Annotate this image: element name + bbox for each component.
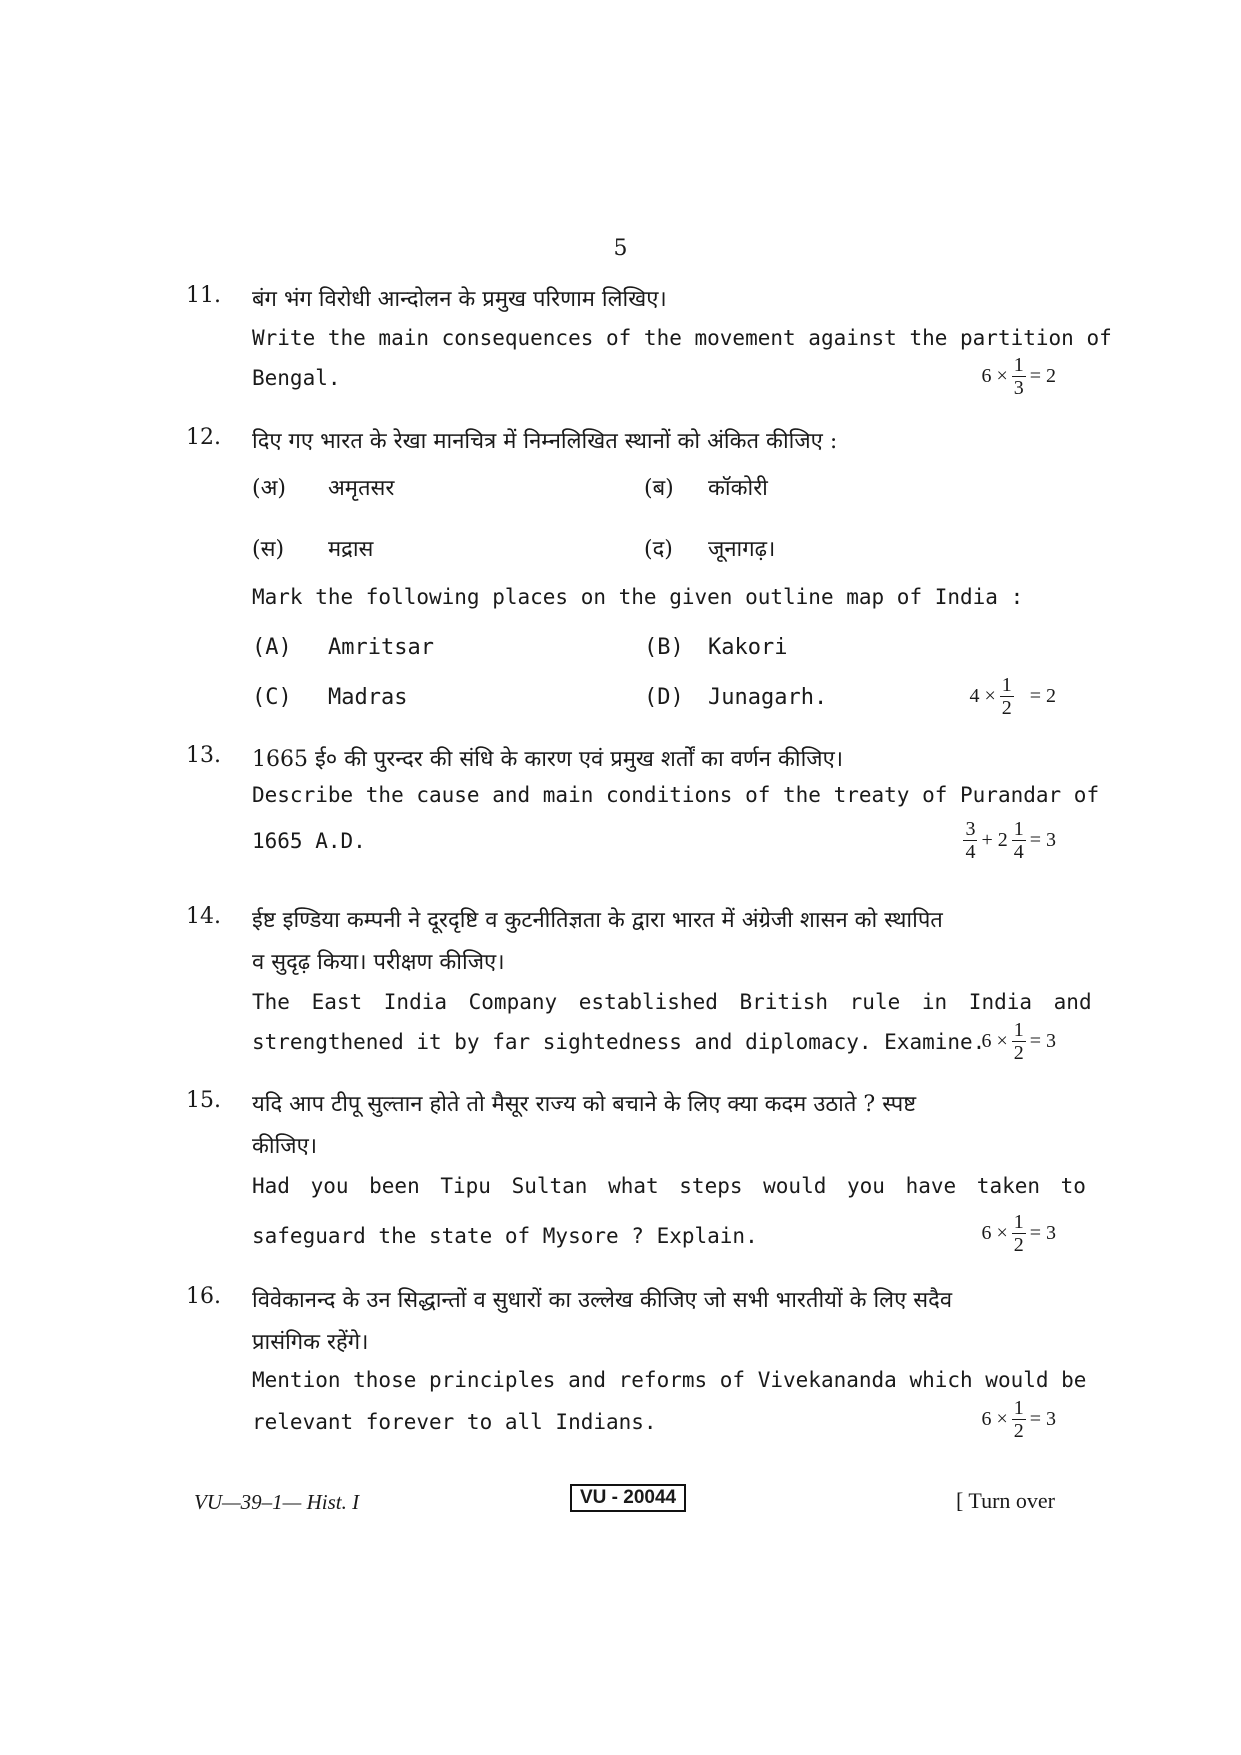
- option-text: Kakori: [708, 635, 788, 660]
- option-label: (A): [252, 635, 292, 660]
- option-text: Junagarh.: [708, 685, 828, 710]
- english-text: Write the main consequences of the movement against the partition of: [252, 326, 1112, 350]
- hindi-text: व सुदृढ़ किया। परीक्षण कीजिए।: [252, 950, 505, 975]
- english-text: Mark the following places on the given outline map of India :: [252, 585, 1024, 609]
- option-text: जूनागढ़।: [708, 537, 776, 562]
- option-text: अमृतसर: [328, 476, 395, 501]
- english-text: 1665 A.D.: [252, 829, 366, 853]
- marks-allocation: 6 × $\frac{1}{2}$ = 3: [981, 1019, 1056, 1064]
- marks-allocation: 6 × $\frac{1}{2}$ = 3: [981, 1397, 1056, 1442]
- hindi-text: कीजिए।: [252, 1134, 318, 1159]
- english-text: strengthened it by far sightedness and diplomacy. Examine.: [252, 1030, 986, 1054]
- turn-over-note: [ Turn over: [956, 1488, 1056, 1513]
- booklet-code-box: VU - 20044: [570, 1484, 686, 1512]
- option-label: (अ): [252, 476, 286, 501]
- english-text: The East India Company established British rule in India and: [252, 990, 1092, 1014]
- option-label: (ब): [644, 476, 674, 501]
- english-text: safeguard the state of Mysore ? Explain.: [252, 1224, 758, 1248]
- option-label: (स): [252, 537, 285, 562]
- marks-allocation: $\frac{3}{4}$ + 2 $\frac{1}{4}$ = 3: [965, 818, 1056, 863]
- english-text: Had you been Tipu Sultan what steps would you have taken to: [252, 1174, 1086, 1198]
- hindi-text: ईष्ट इण्डिया कम्पनी ने दूरदृष्टि व कुटनीतिज्ञता के द्वारा भारत में अंग्रेजी शासन को स्थापित: [252, 908, 943, 933]
- option-text: मद्रास: [328, 537, 374, 562]
- question-number: 14.: [186, 904, 221, 929]
- question-number: 12.: [186, 425, 221, 450]
- question-number: 16.: [186, 1284, 221, 1309]
- option-text: कॉकोरी: [708, 476, 768, 501]
- hindi-text: दिए गए भारत के रेखा मानचित्र में निम्नलिखित स्थानों को अंकित कीजिए :: [252, 429, 838, 454]
- hindi-text: बंग भंग विरोधी आन्दोलन के प्रमुख परिणाम लिखिए।: [252, 287, 667, 312]
- question-number: 15.: [186, 1088, 221, 1113]
- marks-allocation: 6 × $\frac{1}{2}$ = 3: [981, 1211, 1056, 1256]
- marks-allocation: 4 × $\frac{1}{2}$ = 2: [969, 674, 1056, 719]
- english-text: Describe the cause and main conditions of the treaty of Purandar of: [252, 783, 1100, 807]
- english-text: Bengal.: [252, 366, 341, 390]
- hindi-text: प्रासंगिक रहेंगे।: [252, 1330, 369, 1355]
- hindi-text: विवेकानन्द के उन सिद्धान्तों व सुधारों का उल्लेख कीजिए जो सभी भारतीयों के लिए सदैव: [252, 1288, 953, 1313]
- option-label: (द): [644, 537, 673, 562]
- hindi-text: 1665 ई० की पुरन्दर की संधि के कारण एवं प्रमुख शर्तों का वर्णन कीजिए।: [252, 747, 844, 772]
- paper-code: VU—39–1— Hist. I: [194, 1490, 360, 1514]
- option-text: Madras: [328, 685, 408, 710]
- option-label: (D): [644, 685, 684, 710]
- option-text: Amritsar: [328, 635, 434, 660]
- english-text: relevant forever to all Indians.: [252, 1410, 657, 1434]
- page-number: 5: [613, 236, 628, 261]
- english-text: Mention those principles and reforms of Vivekananda which would be: [252, 1368, 1087, 1392]
- option-label: (C): [252, 685, 292, 710]
- option-label: (B): [644, 635, 684, 660]
- hindi-text: यदि आप टीपू सुल्तान होते तो मैसूर राज्य को बचाने के लिए क्या कदम उठाते ? स्पष्ट: [252, 1092, 917, 1117]
- question-number: 13.: [186, 743, 221, 768]
- question-number: 11.: [186, 283, 221, 308]
- marks-allocation: 6 × $\frac{1}{3}$ = 2: [981, 354, 1056, 399]
